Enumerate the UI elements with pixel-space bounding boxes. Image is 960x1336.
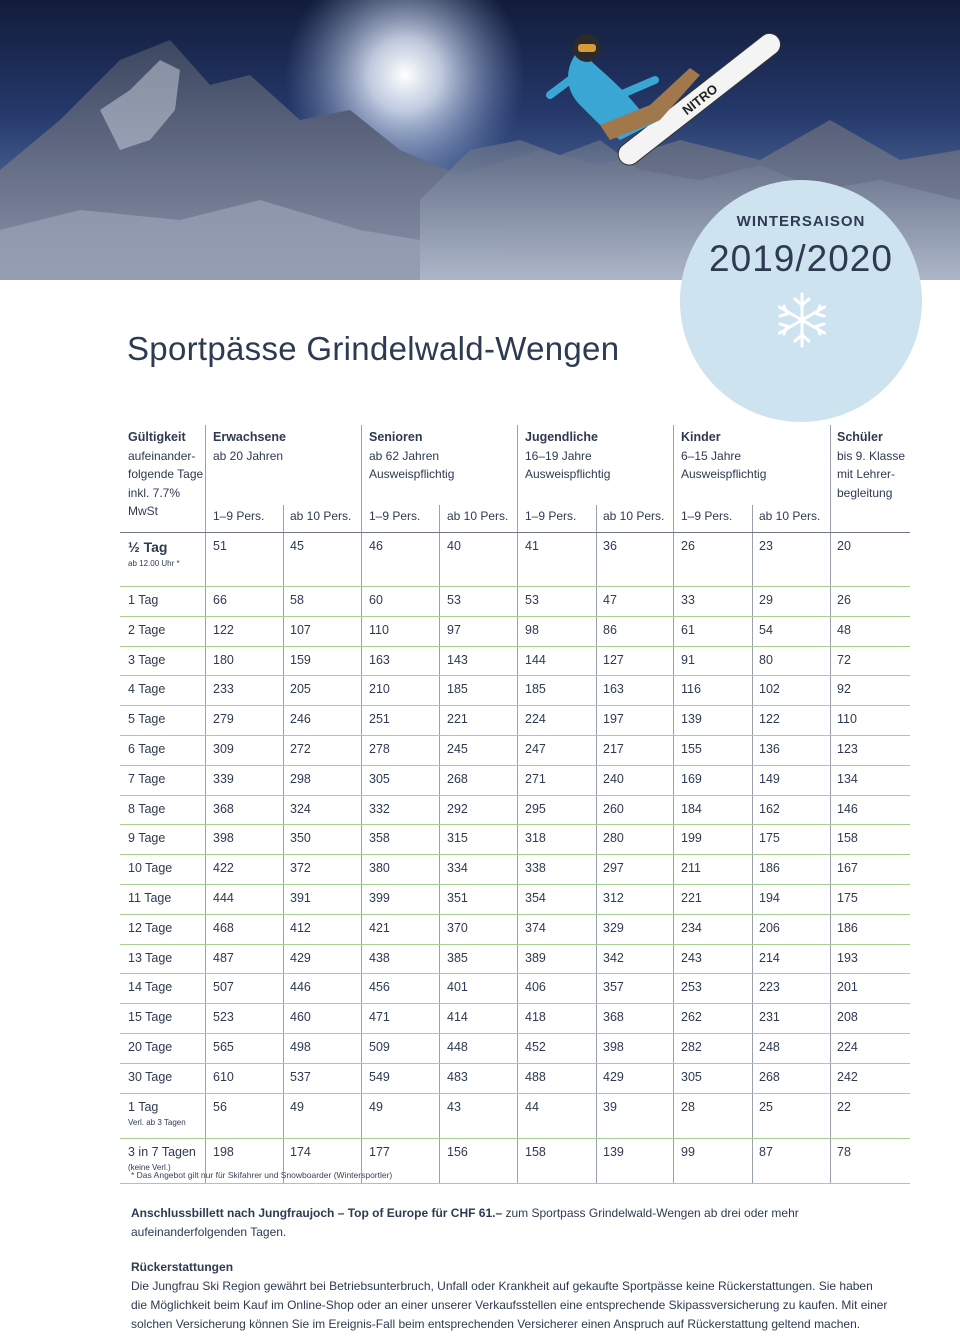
price-cell: 260 xyxy=(603,801,624,816)
table-row xyxy=(120,945,910,975)
price-cell: 245 xyxy=(447,741,468,756)
price-cell: 136 xyxy=(759,741,780,756)
table-row xyxy=(120,587,910,617)
price-cell: 110 xyxy=(369,622,389,637)
price-cell: 205 xyxy=(290,682,311,697)
price-cell: 468 xyxy=(213,920,234,935)
price-cell: 98 xyxy=(525,622,539,637)
table-row xyxy=(120,1064,910,1094)
price-cell: 318 xyxy=(525,831,546,846)
price-cell: 233 xyxy=(213,682,234,697)
table-body xyxy=(120,533,910,1184)
price-cell: 429 xyxy=(290,950,311,965)
price-cell: 163 xyxy=(369,652,390,667)
price-cell: 102 xyxy=(759,682,780,697)
price-cell: 39 xyxy=(603,1099,617,1114)
sub-header: 1–9 Pers. xyxy=(369,509,421,523)
price-cell: 199 xyxy=(681,831,702,846)
price-cell: 180 xyxy=(213,652,234,667)
row-label: 10 Tage xyxy=(128,861,173,876)
table-row xyxy=(120,1034,910,1064)
table-row xyxy=(120,647,910,677)
price-cell: 334 xyxy=(447,861,468,876)
price-cell: 167 xyxy=(837,861,858,876)
price-cell: 186 xyxy=(837,920,858,935)
sub-header: ab 10 Pers. xyxy=(290,509,352,523)
price-cell: 122 xyxy=(759,712,780,727)
season-badge xyxy=(680,180,922,422)
row-note: (keine Verl.) xyxy=(128,1162,171,1172)
price-cell: 418 xyxy=(525,1010,546,1025)
row-label: 12 Tage xyxy=(128,920,173,935)
price-cell: 49 xyxy=(290,1099,304,1114)
price-cell: 127 xyxy=(603,652,624,667)
price-cell: 163 xyxy=(603,682,624,697)
row-label: 1 Tag Verl. ab 3 Tagen xyxy=(128,1099,186,1127)
price-cell: 309 xyxy=(213,741,234,756)
price-cell: 483 xyxy=(447,1069,468,1084)
price-cell: 194 xyxy=(759,890,780,905)
price-cell: 324 xyxy=(290,801,311,816)
group-header-schueler: Schüler bis 9. Klasse mit Lehrer- begleitung xyxy=(837,430,906,500)
sub-header: ab 10 Pers. xyxy=(603,509,665,523)
price-cell: 271 xyxy=(525,771,546,786)
price-cell: 116 xyxy=(681,682,701,697)
connection-ticket-title: Anschlussbillett nach Jungfraujoch – Top of Europe für CHF 61.– xyxy=(131,1206,503,1220)
price-cell: 279 xyxy=(213,712,234,727)
price-cell: 391 xyxy=(290,890,311,905)
price-cell: 295 xyxy=(525,801,546,816)
price-cell: 406 xyxy=(525,980,546,995)
price-cell: 36 xyxy=(603,539,617,553)
price-cell: 26 xyxy=(681,539,695,553)
price-cell: 184 xyxy=(681,801,702,816)
price-cell: 123 xyxy=(837,741,858,756)
price-cell: 389 xyxy=(525,950,546,965)
price-cell: 58 xyxy=(290,593,304,607)
price-cell: 162 xyxy=(759,801,780,816)
price-cell: 158 xyxy=(525,1144,546,1159)
price-cell: 46 xyxy=(369,539,383,553)
price-cell: 448 xyxy=(447,1039,468,1054)
row-label: 3 Tage xyxy=(128,652,166,667)
price-cell: 221 xyxy=(681,890,702,905)
price-cell: 224 xyxy=(837,1039,858,1054)
row-label: 1 Tag xyxy=(128,593,159,607)
price-cell: 53 xyxy=(447,593,461,607)
price-cell: 97 xyxy=(447,622,461,637)
group-header-senioren: Senioren ab 62 Jahren Ausweispflichtig xyxy=(369,430,455,481)
price-cell: 456 xyxy=(369,980,390,995)
row-label: 5 Tage xyxy=(128,712,166,727)
table-row xyxy=(120,533,910,587)
price-cell: 156 xyxy=(447,1144,468,1159)
table-row xyxy=(120,974,910,1004)
sub-header: ab 10 Pers. xyxy=(759,509,821,523)
price-cell: 549 xyxy=(369,1069,390,1084)
price-cell: 25 xyxy=(759,1099,773,1114)
price-cell: 155 xyxy=(681,741,702,756)
price-cell: 298 xyxy=(290,771,311,786)
price-cell: 452 xyxy=(525,1039,546,1054)
price-cell: 305 xyxy=(681,1069,702,1084)
price-cell: 498 xyxy=(290,1039,311,1054)
season-label: WINTERSAISON xyxy=(736,213,866,230)
row-label: 7 Tage xyxy=(128,771,166,786)
price-cell: 43 xyxy=(447,1099,461,1114)
price-cell: 370 xyxy=(447,920,468,935)
row-label: 13 Tage xyxy=(128,950,173,965)
price-cell: 22 xyxy=(837,1099,851,1114)
row-label: 2 Tage xyxy=(128,622,166,637)
price-cell: 368 xyxy=(603,1010,624,1025)
price-cell: 110 xyxy=(837,712,857,727)
price-cell: 198 xyxy=(213,1144,234,1159)
price-cell: 460 xyxy=(290,1010,311,1025)
refund-text: Die Jungfrau Ski Region gewährt bei Betriebsunterbruch, Unfall oder Krankheit auf gekaufte Sportpässe keine Rückerstattungen. Sie haben die Möglichkeit beim Kauf im Online-Shop oder an einer unserer Verkaufsstellen eine entsprechende Skipassversicherung zu kaufen. Mit einer solchen Versicherung können Sie im Ereignis-Fall beim entsprechenden Versicherer einen Anspruch auf Rückerstattung geltend machen. xyxy=(131,1279,888,1331)
price-cell: 66 xyxy=(213,593,227,607)
price-cell: 398 xyxy=(213,831,234,846)
price-cell: 122 xyxy=(213,622,234,637)
price-cell: 54 xyxy=(759,622,773,637)
price-cell: 305 xyxy=(369,771,390,786)
table-row xyxy=(120,766,910,796)
price-cell: 412 xyxy=(290,920,311,935)
price-cell: 193 xyxy=(837,950,858,965)
price-cell: 159 xyxy=(290,652,311,667)
price-cell: 438 xyxy=(369,950,390,965)
table-row xyxy=(120,736,910,766)
price-cell: 49 xyxy=(369,1099,383,1114)
price-cell: 246 xyxy=(290,712,311,727)
price-cell: 234 xyxy=(681,920,702,935)
snowflake-icon xyxy=(772,290,832,350)
table-row xyxy=(120,1004,910,1034)
price-cell: 91 xyxy=(681,652,695,667)
table-row xyxy=(120,796,910,826)
price-cell: 177 xyxy=(369,1144,390,1159)
price-cell: 471 xyxy=(369,1010,390,1025)
table-row xyxy=(120,825,910,855)
page-title: Sportpässe Grindelwald-Wengen xyxy=(127,330,620,367)
table-row xyxy=(120,855,910,885)
price-cell: 421 xyxy=(369,920,390,935)
price-cell: 87 xyxy=(759,1144,773,1159)
price-cell: 332 xyxy=(369,801,390,816)
price-cell: 41 xyxy=(525,539,539,553)
footnote: * Das Angebot gilt nur für Skifahrer und Snowboarder (Wintersportler) xyxy=(131,1170,393,1180)
price-cell: 23 xyxy=(759,539,773,553)
price-cell: 158 xyxy=(837,831,858,846)
price-cell: 507 xyxy=(213,980,234,995)
price-cell: 134 xyxy=(837,771,858,786)
price-cell: 201 xyxy=(837,980,858,995)
price-cell: 565 xyxy=(213,1039,234,1054)
price-cell: 51 xyxy=(213,539,227,553)
price-cell: 338 xyxy=(525,861,546,876)
price-cell: 374 xyxy=(525,920,546,935)
row-label: 20 Tage xyxy=(128,1039,173,1054)
price-cell: 175 xyxy=(837,890,858,905)
price-cell: 149 xyxy=(759,771,780,786)
price-cell: 206 xyxy=(759,920,780,935)
price-cell: 185 xyxy=(525,682,546,697)
price-cell: 144 xyxy=(525,652,546,667)
row-note: Verl. ab 3 Tagen xyxy=(128,1117,186,1127)
price-cell: 429 xyxy=(603,1069,624,1084)
refund-heading: Rückerstattungen xyxy=(131,1260,234,1274)
price-cell: 242 xyxy=(837,1069,858,1084)
price-cell: 208 xyxy=(837,1010,858,1025)
price-cell: 146 xyxy=(837,801,858,816)
price-cell: 248 xyxy=(759,1039,780,1054)
validity-header: Gültigkeit aufeinander- folgende Tage inkl. 7.7% MwSt xyxy=(128,430,204,518)
price-cell: 217 xyxy=(603,741,624,756)
sub-header: 1–9 Pers. xyxy=(681,509,733,523)
price-cell: 223 xyxy=(759,980,780,995)
table-row xyxy=(120,1094,910,1139)
price-cell: 280 xyxy=(603,831,624,846)
price-cell: 372 xyxy=(290,861,311,876)
row-label: 15 Tage xyxy=(128,1010,173,1025)
price-cell: 292 xyxy=(447,801,468,816)
price-cell: 92 xyxy=(837,682,851,697)
price-cell: 398 xyxy=(603,1039,624,1054)
price-cell: 312 xyxy=(603,890,624,905)
price-cell: 243 xyxy=(681,950,702,965)
price-cell: 401 xyxy=(447,980,468,995)
price-cell: 351 xyxy=(447,890,468,905)
price-cell: 537 xyxy=(290,1069,311,1084)
price-cell: 45 xyxy=(290,539,304,553)
sub-header: 1–9 Pers. xyxy=(213,509,265,523)
price-cell: 20 xyxy=(837,539,851,553)
price-cell: 78 xyxy=(837,1144,851,1159)
price-cell: 197 xyxy=(603,712,624,727)
price-cell: 282 xyxy=(681,1039,702,1054)
price-cell: 61 xyxy=(681,622,695,637)
price-cell: 186 xyxy=(759,861,780,876)
price-cell: 446 xyxy=(290,980,311,995)
price-cell: 221 xyxy=(447,712,468,727)
price-cell: 231 xyxy=(759,1010,780,1025)
price-cell: 339 xyxy=(213,771,234,786)
price-cell: 80 xyxy=(759,652,773,667)
table-row xyxy=(120,915,910,945)
connection-ticket-text: zum Sportpass Grindelwald-Wengen ab drei oder mehr aufeinanderfolgenden Tagen. xyxy=(131,1206,799,1239)
sub-header: 1–9 Pers. xyxy=(525,509,577,523)
price-cell: 53 xyxy=(525,593,539,607)
row-label: 6 Tage xyxy=(128,741,166,756)
table-row xyxy=(120,617,910,647)
price-cell: 368 xyxy=(213,801,234,816)
group-header-kinder: Kinder 6–15 Jahre Ausweispflichtig xyxy=(681,430,767,481)
price-cell: 60 xyxy=(369,593,383,607)
table-row xyxy=(120,676,910,706)
price-cell: 28 xyxy=(681,1099,695,1114)
price-cell: 272 xyxy=(290,741,311,756)
row-label: 11 Tage xyxy=(128,890,172,905)
connection-ticket-note xyxy=(131,1204,891,1242)
price-cell: 350 xyxy=(290,831,311,846)
price-cell: 143 xyxy=(447,652,468,667)
row-label: 8 Tage xyxy=(128,801,166,816)
season-years: 2019/2020 xyxy=(709,238,893,279)
price-cell: 26 xyxy=(837,593,851,607)
row-label: 9 Tage xyxy=(128,831,166,846)
price-cell: 99 xyxy=(681,1144,695,1159)
price-cell: 610 xyxy=(213,1069,234,1084)
price-cell: 329 xyxy=(603,920,624,935)
price-cell: 414 xyxy=(447,1010,468,1025)
price-cell: 40 xyxy=(447,539,461,553)
price-cell: 211 xyxy=(681,861,701,876)
price-cell: 487 xyxy=(213,950,234,965)
sub-header: ab 10 Pers. xyxy=(447,509,509,523)
price-cell: 174 xyxy=(290,1144,311,1159)
price-cell: 268 xyxy=(447,771,468,786)
refund-section xyxy=(131,1258,891,1334)
price-cell: 247 xyxy=(525,741,546,756)
price-cell: 253 xyxy=(681,980,702,995)
row-note: ab 12.00 Uhr * xyxy=(128,559,180,568)
price-cell: 354 xyxy=(525,890,546,905)
price-cell: 444 xyxy=(213,890,234,905)
price-cell: 278 xyxy=(369,741,390,756)
price-cell: 185 xyxy=(447,682,468,697)
price-cell: 107 xyxy=(290,622,311,637)
price-cell: 509 xyxy=(369,1039,390,1054)
row-label: 4 Tage xyxy=(128,682,166,697)
price-cell: 358 xyxy=(369,831,390,846)
price-cell: 399 xyxy=(369,890,390,905)
price-cell: 47 xyxy=(603,593,617,607)
price-cell: 72 xyxy=(837,652,851,667)
price-cell: 175 xyxy=(759,831,780,846)
price-cell: 523 xyxy=(213,1010,234,1025)
price-cell: 139 xyxy=(681,712,702,727)
price-cell: 56 xyxy=(213,1099,227,1114)
table-header xyxy=(120,425,910,533)
price-cell: 29 xyxy=(759,593,773,607)
price-cell: 297 xyxy=(603,861,624,876)
price-cell: 48 xyxy=(837,622,851,637)
table-row xyxy=(120,706,910,736)
price-cell: 357 xyxy=(603,980,624,995)
price-cell: 214 xyxy=(759,950,780,965)
group-header-jugendliche: Jugendliche 16–19 Jahre Ausweispflichtig xyxy=(525,430,611,481)
price-cell: 33 xyxy=(681,593,695,607)
price-cell: 44 xyxy=(525,1099,539,1114)
price-cell: 385 xyxy=(447,950,468,965)
row-label: 30 Tage xyxy=(128,1069,173,1084)
row-label: 3 in 7 Tagen (keine Verl.) xyxy=(128,1144,196,1172)
price-cell: 262 xyxy=(681,1010,702,1025)
table-row xyxy=(120,885,910,915)
price-cell: 169 xyxy=(681,771,702,786)
group-header-erwachsene: Erwachsene ab 20 Jahren xyxy=(213,430,286,463)
price-cell: 342 xyxy=(603,950,624,965)
price-cell: 315 xyxy=(447,831,468,846)
price-cell: 224 xyxy=(525,712,546,727)
price-cell: 240 xyxy=(603,771,624,786)
price-cell: 380 xyxy=(369,861,390,876)
price-cell: 86 xyxy=(603,622,617,637)
price-cell: 210 xyxy=(369,682,390,697)
price-cell: 251 xyxy=(369,712,390,727)
price-cell: 488 xyxy=(525,1069,546,1084)
price-cell: 139 xyxy=(603,1144,624,1159)
price-cell: 268 xyxy=(759,1069,780,1084)
price-cell: 422 xyxy=(213,861,234,876)
row-label: ½ Tag ab 12.00 Uhr * xyxy=(128,539,180,568)
row-label: 14 Tage xyxy=(128,980,173,995)
svg-text:NITRO: NITRO xyxy=(679,81,721,118)
price-table xyxy=(120,425,910,1184)
